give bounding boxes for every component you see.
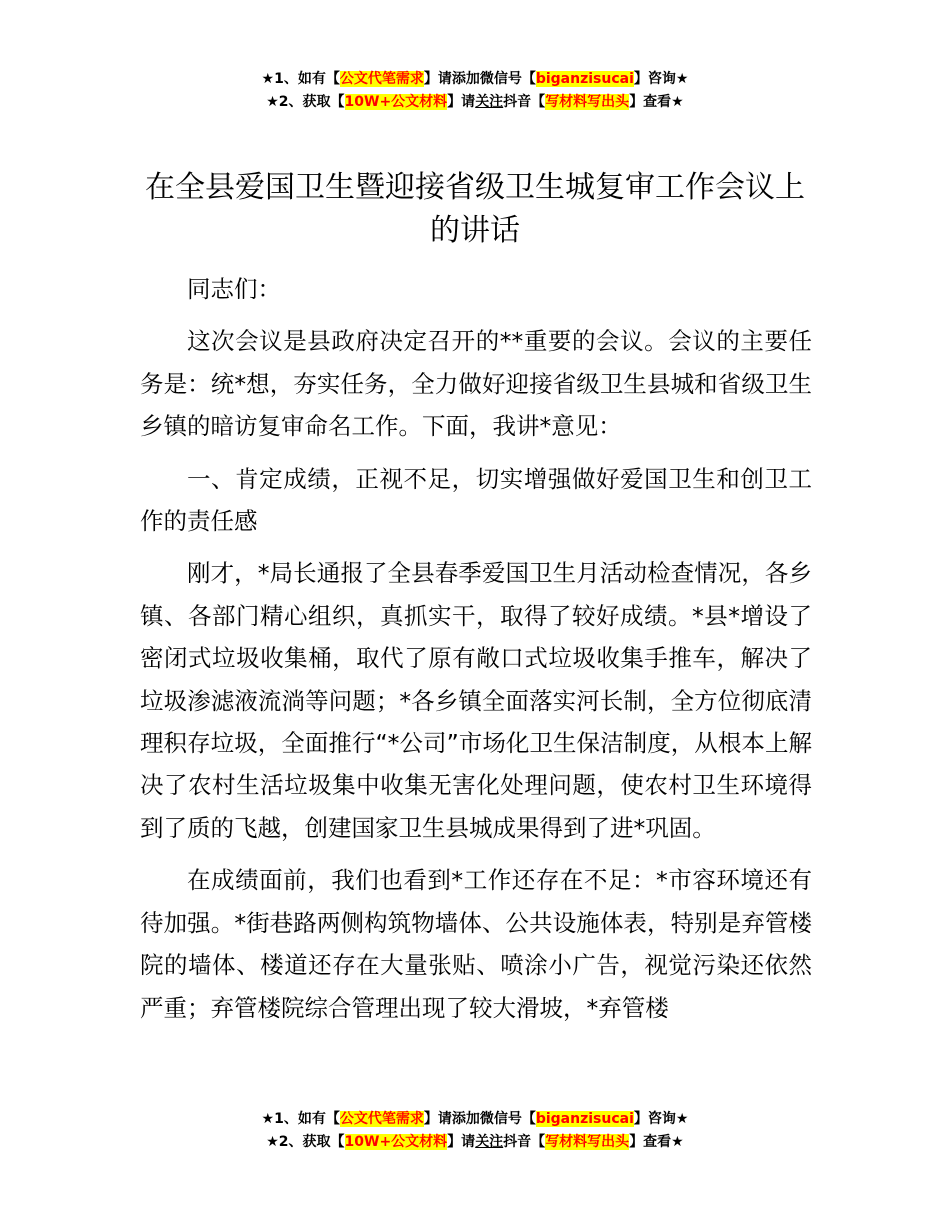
promo-text: 】请 [447, 94, 476, 110]
paragraph: 这次会议是县政府决定召开的**重要的会议。会议的主要任务是：统*想，夯实任务，全力做好迎接省级卫生县城和省级卫生乡镇的暗访复审命名工作。下面，我讲*意见： [140, 327, 812, 441]
promo-underline: 关注 [475, 1134, 504, 1150]
promo-text: 】请添加微信号【 [423, 1111, 536, 1127]
promo-text: ★2、获取【 [266, 1134, 345, 1150]
promo-banner-bottom [0, 1108, 950, 1154]
document-title: 在全县爱国卫生暨迎接省级卫生城复审工作会议上的讲话 [145, 170, 805, 248]
promo-text: 】查看★ [629, 94, 684, 110]
promo-highlight: 10W+公文材料 [344, 94, 448, 110]
promo-text: 】请添加微信号【 [423, 71, 536, 87]
promo-banner-top [0, 68, 950, 114]
paragraph: 刚才，*局长通报了全县春季爱国卫生月活动检查情况，各乡镇、各部门精心组织，真抓实干，取得了较好成绩。*县*增设了密闭式垃圾收集桶，取代了原有敞口式垃圾收集手推车，解决了垃圾渗滤液流淌等问题；*各乡镇全面落实河长制，全方位彻底清理积存垃圾，全面推行“*公司”市场化卫生保洁制度，从根本上解决了农村生活垃圾集中收集无害化处理问题，使农村卫生环境得到了质的飞越，创建国家卫生县城成果得到了进*巩固。 [140, 559, 812, 842]
promo-text: ★1、如有【 [261, 1111, 340, 1127]
promo-underline: 关注 [475, 94, 504, 110]
promo-wechat-id: biganzisucai [535, 71, 634, 87]
promo-line-2 [0, 91, 950, 114]
promo-highlight: 公文代笔需求 [339, 1111, 424, 1127]
promo-highlight: 公文代笔需求 [339, 71, 424, 87]
promo-wechat-id: biganzisucai [535, 1111, 634, 1127]
promo-highlight: 写材料写出头 [545, 94, 630, 110]
salutation: 同志们： [187, 275, 281, 303]
promo-highlight: 10W+公文材料 [344, 1134, 448, 1150]
section-heading: 一、肯定成绩，正视不足，切实增强做好爱国卫生和创卫工作的责任感 [140, 464, 812, 536]
promo-line-1 [0, 1108, 950, 1131]
promo-text: 】咨询★ [633, 1111, 689, 1127]
promo-highlight: 写材料写出头 [545, 1134, 630, 1150]
promo-text: 】咨询★ [633, 71, 689, 87]
promo-text: ★1、如有【 [261, 71, 340, 87]
promo-line-2 [0, 1131, 950, 1154]
paragraph: 在成绩面前，我们也看到*工作还存在不足：*市容环境还有待加强。*街巷路两侧构筑物墙体、公共设施体表，特别是弃管楼院的墙体、楼道还存在大量张贴、喷涂小广告，视觉污染还依然严重；弃管楼院综合管理出现了较大滑坡，*弃管楼 [140, 866, 812, 1022]
document-body [140, 268, 812, 1039]
promo-text: 】查看★ [629, 1134, 684, 1150]
promo-text: 抖音【 [503, 1134, 546, 1150]
promo-text: 】请 [447, 1134, 476, 1150]
promo-text: ★2、获取【 [266, 94, 345, 110]
promo-line-1 [0, 68, 950, 91]
promo-text: 抖音【 [503, 94, 546, 110]
